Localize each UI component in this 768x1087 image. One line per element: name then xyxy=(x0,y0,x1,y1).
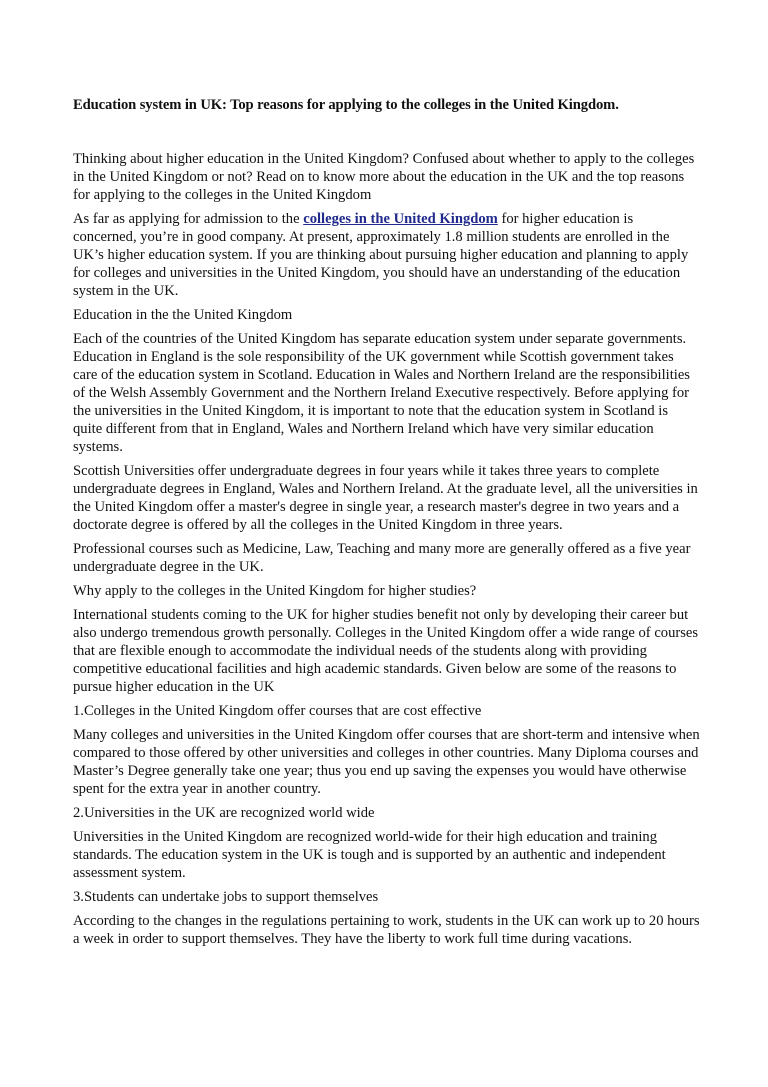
reason-2-heading: 2.Universities in the UK are recognized world wide xyxy=(73,805,375,821)
why-section-heading: Why apply to the colleges in the United Kingdom for higher studies? xyxy=(73,583,477,599)
colleges-uk-link[interactable]: colleges in the United Kingdom xyxy=(303,211,498,227)
admission-paragraph xyxy=(73,210,700,300)
intro-paragraph: Thinking about higher education in the United Kingdom? Confused about whether to apply to the colleges in the United Kingdom or not? Read on to know more about the education in the UK and the top reasons for applying to the colleges in the United Kingdom xyxy=(73,151,695,203)
admission-text-after: for higher education is concerned, you’re in good company. At present, approximately 1.8 million students are enrolled in the UK’s higher education system. If you are thinking about pursuing higher education and planning to apply for colleges and universities in the United Kingdom, you should have an understanding of the education system in the UK. xyxy=(73,211,689,299)
countries-paragraph: Each of the countries of the United Kingdom has separate education system under separate governments. Education in England is the sole responsibility of the UK government while Scottish government takes care of the education system in Scotland. Education in Wales and Northern Ireland are the responsibilities of the Welsh Assembly Government and the Northern Ireland Executive respectively. Before applying for the universities in the United Kingdom, it is important to note that the education system in Scotland is quite different from that in England, Wales and Northern Ireland which have very similar education systems. xyxy=(73,331,690,455)
title-spacer xyxy=(73,114,700,150)
international-paragraph: International students coming to the UK for higher studies benefit not only by developing their career but also undergo tremendous growth personally. Colleges in the United Kingdom offer a wide range of courses that are flexible enough to accommodate the individual needs of the students along with providing competitive educational facilities and high academic standards. Given below are some of the reasons to pursue higher education in the UK xyxy=(73,607,699,695)
reason-3-heading: 3.Students can undertake jobs to support themselves xyxy=(73,889,379,905)
reason-1-heading: 1.Colleges in the United Kingdom offer courses that are cost effective xyxy=(73,703,482,719)
reason-3-text: According to the changes in the regulations pertaining to work, students in the UK can work up to 20 hours a week in order to support themselves. They have the liberty to work full time during vacations. xyxy=(73,913,700,947)
reason-1-text: Many colleges and universities in the United Kingdom offer courses that are short-term and intensive when compared to those offered by other universities and colleges in other countries. Many Diploma courses and Master’s Degree generally take one year; thus you end up saving the expenses you would have otherwise spent for the extra year in another country. xyxy=(73,727,700,797)
admission-text-before: As far as applying for admission to the xyxy=(73,211,304,227)
professional-paragraph: Professional courses such as Medicine, Law, Teaching and many more are generally offered as a five year undergraduate degree in the UK. xyxy=(73,541,691,575)
reason-2-text: Universities in the United Kingdom are recognized world-wide for their high education and training standards. The education system in the UK is tough and is supported by an authentic and independent assessment system. xyxy=(73,829,666,881)
scottish-paragraph: Scottish Universities offer undergraduate degrees in four years while it takes three years to complete undergraduate degrees in England, Wales and Northern Ireland. At the graduate level, all the universities in the United Kingdom offer a master's degree in single year, a research master's degree in two years and a doctorate degree is offered by all the colleges in the United Kingdom in three years. xyxy=(73,463,698,533)
education-section-heading: Education in the the United Kingdom xyxy=(73,307,293,323)
document-title: Education system in UK: Top reasons for applying to the colleges in the United Kingdom. xyxy=(73,97,619,113)
